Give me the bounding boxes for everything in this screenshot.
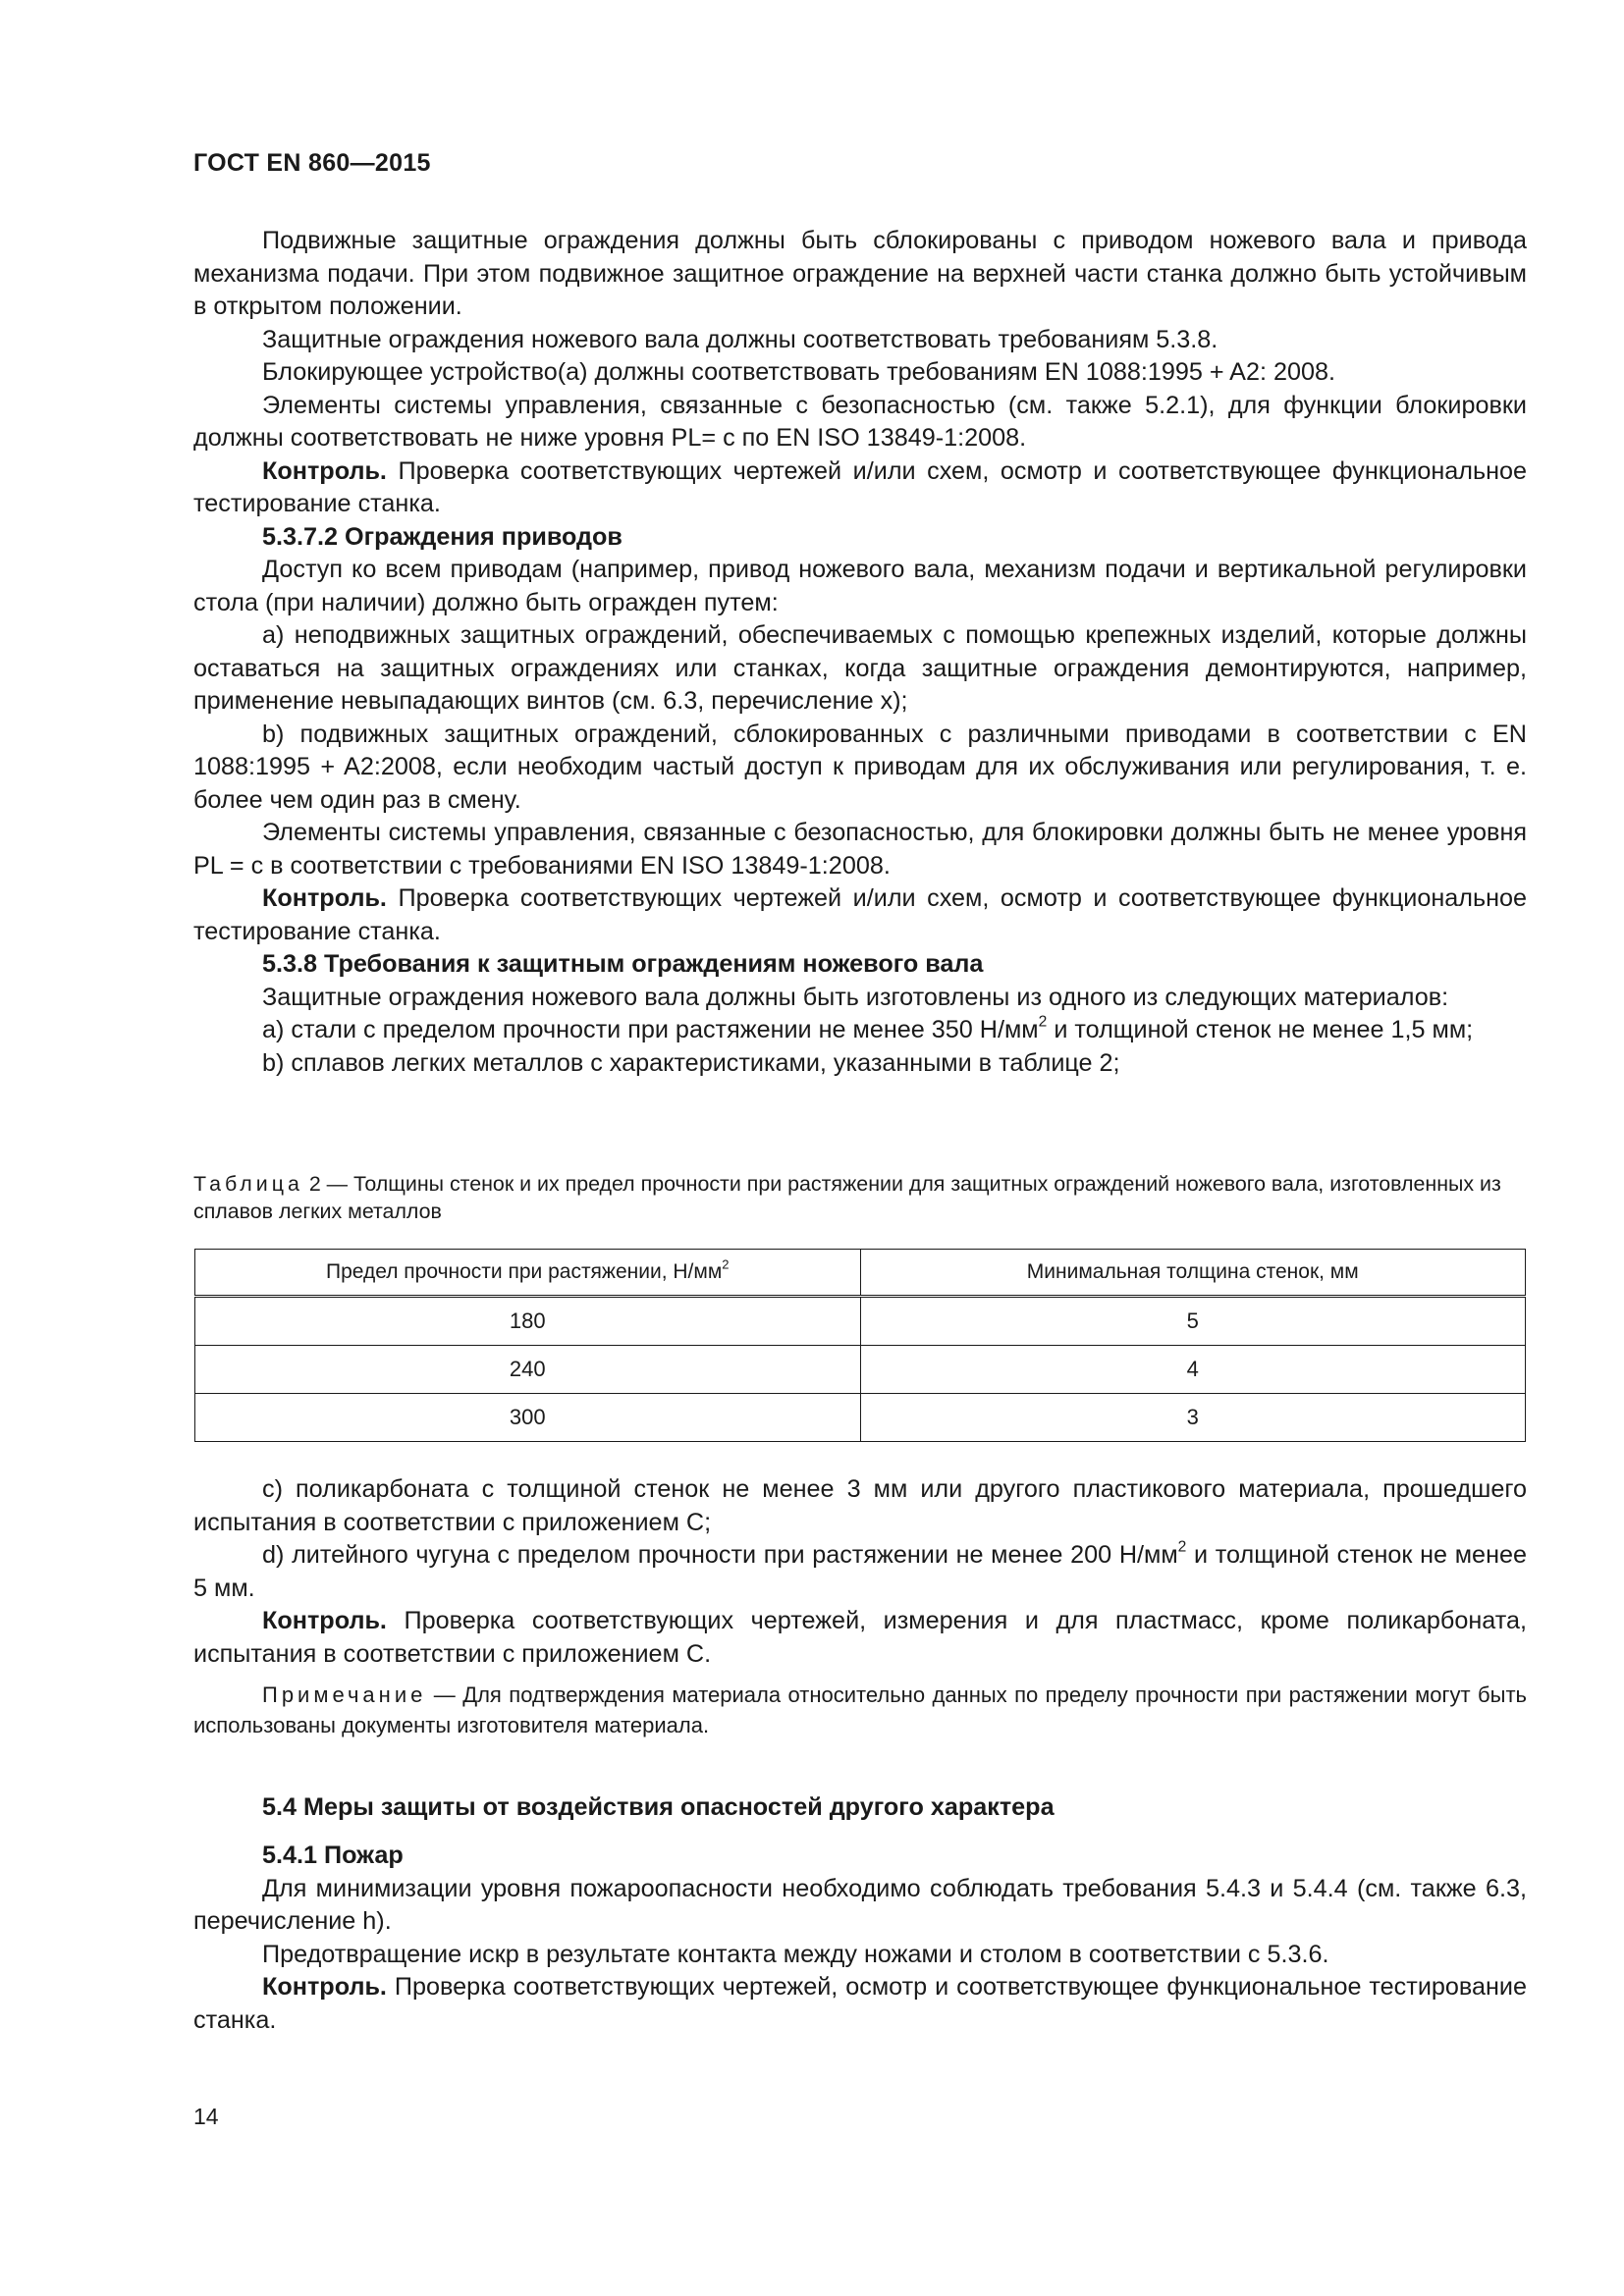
paragraph: Подвижные защитные ограждения должны быть сблокированы с приводом ножевого вала и привода механизма подачи. При этом подвижное защитное ограждение на верхней части станка должно быть устойчивым в открытом положении. (193, 227, 1527, 320)
paragraph: Для минимизации уровня пожароопасности необходимо соблюдать требования 5.4.3 и 5.4.4 (см. также 6.3, перечисление h). (193, 1874, 1527, 1935)
table-row (195, 1394, 1526, 1442)
section-5-4-heading (193, 1791, 1527, 1825)
heading-5-4-1: 5.4.1 Пожар (262, 1842, 404, 1869)
control-label: Контроль. (262, 1973, 387, 2001)
materials-continued (193, 1473, 1527, 1671)
control-label: Контроль. (262, 1607, 387, 1634)
list-item-a: a) неподвижных защитных ограждений, обеспечиваемых с помощью крепежных изделий, которые должны оставаться на защитных ограждениях или станках, когда защитные ограждения демонтируются, например, применение невыпадающих винтов (см. 6.3, перечисление x); (193, 621, 1527, 715)
column-header-strength: Предел прочности при растяжении, $Н/мм^2$ (195, 1250, 861, 1297)
control-label: Контроль. (262, 456, 387, 485)
list-item-a: a) стали с пределом прочности при растяжении не менее 350 $Н/мм^2$ и толщиной стенок не менее 1,5 мм; (262, 1013, 1474, 1043)
paragraph: Защитные ограждения ножевого вала должны быть изготовлены из одного из следующих материалов: (262, 983, 1449, 1011)
section-5-3-7-text (193, 225, 1527, 1080)
list-item-b: b) подвижных защитных ограждений, сблокированных с различными приводами в соответствии с EN 1088:1995 + A2:2008, если необходим частый доступ к приводам для их обслуживания или регулирования, т. е. более чем один раз в смену. (193, 720, 1527, 814)
control-paragraph: Контроль. Проверка соответствующих чертежей и/или схем, осмотр и соответствующее функциональное тестирование станка. (193, 456, 1527, 517)
table-row (195, 1297, 1526, 1346)
list-item-b: b) сплавов легких металлов с характеристиками, указанными в таблице 2; (262, 1048, 1120, 1077)
paragraph: Защитные ограждения ножевого вала должны соответствовать требованиям 5.3.8. (262, 325, 1218, 353)
control-paragraph: Контроль. Проверка соответствующих чертежей, осмотр и соответствующее функциональное тестирование станка. (193, 1973, 1527, 2034)
cell-strength: 240 (195, 1346, 861, 1394)
cell-strength: 300 (195, 1394, 861, 1442)
control-label: Контроль. (262, 884, 387, 912)
cell-strength: 180 (195, 1297, 861, 1346)
list-item-c: c) поликарбоната с толщиной стенок не менее 3 мм или другого пластикового материала, прошедшего испытания в соответствии с приложением С; (193, 1475, 1527, 1536)
table-caption-label: Таблица (193, 1172, 303, 1196)
note (193, 1680, 1527, 1740)
paragraph: Блокирующее устройство(а) должны соответствовать требованиям EN 1088:1995 + A2: 2008. (262, 358, 1336, 386)
paragraph: Доступ ко всем приводам (например, привод ножевого вала, механизм подачи и вертикальной регулировки стола (при наличии) должно быть огражден путем: (193, 556, 1527, 616)
section-5-4-1-text (193, 1840, 1527, 2037)
page-number: 14 (193, 2104, 219, 2129)
heading-5-4: 5.4 Меры защиты от воздействия опасностей другого характера (262, 1793, 1055, 1821)
heading-5-3-8: 5.3.8 Требования к защитным ограждениям ножевого вала (262, 950, 984, 978)
heading-5-3-7-2: 5.3.7.2 Ограждения приводов (262, 522, 623, 551)
table-caption: Таблица 2 — Толщины стенок и их предел прочности при растяжении для защитных ограждений ножевого вала, изготовленных из сплавов легких металлов (193, 1172, 1501, 1223)
cell-thickness: 3 (860, 1394, 1526, 1442)
column-header-thickness: Минимальная толщина стенок, мм (860, 1250, 1526, 1297)
paragraph: Элементы системы управления, связанные с безопасностью (см. также 5.2.1), для функции блокировки должны соответствовать не ниже уровня PL= c по EN ISO 13849-1:2008. (193, 391, 1527, 452)
list-item-d: d) литейного чугуна с пределом прочности при растяжении не менее 200 $Н/мм^2$ и толщиной стенок не менее 5 мм. (193, 1538, 1527, 1602)
paragraph: Элементы системы управления, связанные с безопасностью, для блокировки должны быть не менее уровня PL = c в соответствии с требованиями EN ISO 13849-1:2008. (193, 819, 1527, 880)
cell-thickness: 5 (860, 1297, 1526, 1346)
document-header: ГОСТ EN 860—2015 (193, 149, 431, 177)
control-paragraph: Контроль. Проверка соответствующих чертежей, измерения и для пластмасс, кроме поликарбоната, испытания в соответствии с приложением С. (193, 1607, 1527, 1668)
note-label: Примечание (262, 1682, 427, 1707)
note-text: — Для подтверждения материала относительно данных по пределу прочности при растяжении могут быть использованы документы изготовителя материала. (193, 1682, 1527, 1737)
cell-thickness: 4 (860, 1346, 1526, 1394)
table-2 (194, 1249, 1526, 1442)
control-paragraph: Контроль. Проверка соответствующих чертежей и/или схем, осмотр и соответствующее функциональное тестирование станка. (193, 884, 1527, 945)
table-row (195, 1346, 1526, 1394)
table-header-row (195, 1250, 1526, 1297)
paragraph: Предотвращение искр в результате контакта между ножами и столом в соответствии с 5.3.6. (262, 1940, 1329, 1968)
